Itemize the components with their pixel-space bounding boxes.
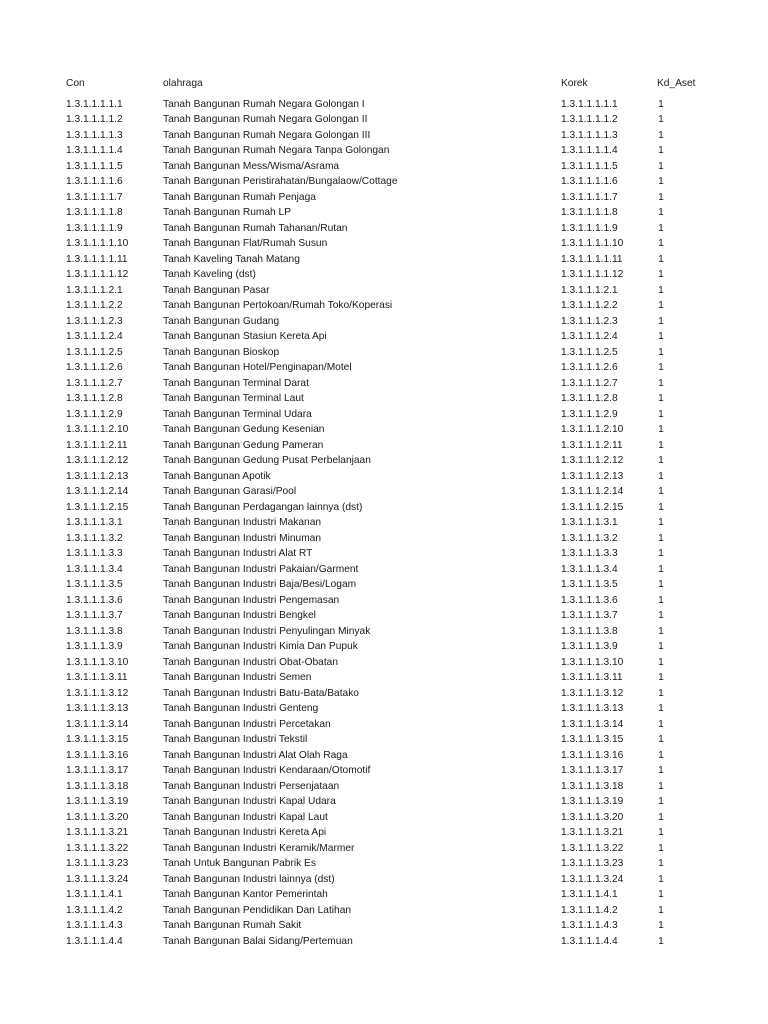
cell-name[interactable]: Tanah Bangunan Rumah Tahanan/Rutan xyxy=(163,222,348,234)
cell-kd-aset[interactable]: 1 xyxy=(658,920,664,931)
table-row xyxy=(0,732,768,748)
cell-name[interactable]: Tanah Bangunan Industri Keramik/Marmer xyxy=(163,842,355,854)
cell-korek[interactable]: 1.3.1.1.1.2.15 xyxy=(561,501,624,513)
cell-korek[interactable]: 1.3.1.1.1.3.3 xyxy=(561,548,618,559)
table-row xyxy=(0,159,768,175)
cell-korek[interactable]: 1.3.1.1.1.3.2 xyxy=(561,532,618,544)
table-row xyxy=(0,686,768,702)
table-row xyxy=(0,190,768,206)
cell-kd-aset[interactable]: 1 xyxy=(658,548,664,559)
cell-kd-aset[interactable]: 1 xyxy=(658,222,664,234)
cell-kd-aset[interactable]: 1 xyxy=(658,191,664,203)
cell-name[interactable]: Tanah Bangunan Rumah Negara Golongan II xyxy=(163,114,368,125)
cell-korek[interactable]: 1.3.1.1.1.3.20 xyxy=(561,811,624,823)
table-row xyxy=(0,546,768,562)
cell-kd-aset[interactable]: 1 xyxy=(658,424,664,435)
cell-korek[interactable]: 1.3.1.1.1.3.6 xyxy=(561,594,618,606)
cell-kd-aset[interactable]: 1 xyxy=(658,501,664,513)
table-row xyxy=(0,670,768,686)
cell-con[interactable]: 1.3.1.1.1.2.7 xyxy=(66,377,123,389)
table-row xyxy=(0,701,768,717)
table-row xyxy=(0,314,768,330)
cell-kd-aset[interactable]: 1 xyxy=(658,393,664,404)
table-row xyxy=(0,422,768,438)
cell-kd-aset[interactable]: 1 xyxy=(658,672,664,683)
cell-name[interactable]: Tanah Bangunan Industri Pakaian/Garment xyxy=(163,563,359,575)
cell-korek[interactable]: 1.3.1.1.1.3.15 xyxy=(561,734,624,745)
cell-con[interactable]: 1.3.1.1.1.2.12 xyxy=(66,455,129,466)
cell-con[interactable]: 1.3.1.1.1.3.11 xyxy=(66,672,128,683)
cell-korek[interactable]: 1.3.1.1.1.3.14 xyxy=(561,718,624,730)
cell-con[interactable]: 1.3.1.1.1.2.14 xyxy=(66,486,129,497)
cell-korek[interactable]: 1.3.1.1.1.3.21 xyxy=(561,827,624,838)
cell-kd-aset[interactable]: 1 xyxy=(658,904,664,916)
table-row xyxy=(0,267,768,283)
cell-kd-aset[interactable]: 1 xyxy=(658,331,664,342)
cell-korek[interactable]: 1.3.1.1.1.2.2 xyxy=(561,300,618,311)
cell-con[interactable]: 1.3.1.1.1.1.7 xyxy=(66,191,123,203)
cell-kd-aset[interactable]: 1 xyxy=(658,207,664,218)
cell-name[interactable]: Tanah Bangunan Industri Kereta Api xyxy=(163,827,327,838)
cell-name[interactable]: Tanah Bangunan Bioskop xyxy=(163,346,280,358)
cell-korek[interactable]: 1.3.1.1.1.3.8 xyxy=(561,625,618,637)
cell-con[interactable]: 1.3.1.1.1.3.22 xyxy=(66,842,129,854)
cell-name[interactable]: Tanah Bangunan Industri Tekstil xyxy=(163,734,308,745)
cell-name[interactable]: Tanah Bangunan Industri Kendaraan/Otomotif xyxy=(163,765,371,776)
cell-korek[interactable]: 1.3.1.1.1.1.3 xyxy=(561,129,618,141)
cell-con[interactable]: 1.3.1.1.1.3.2 xyxy=(66,532,123,544)
header-name[interactable]: olahraga xyxy=(163,78,203,89)
cell-kd-aset[interactable]: 1 xyxy=(658,579,664,590)
table-row xyxy=(0,500,768,516)
cell-name[interactable]: Tanah Bangunan Rumah LP xyxy=(163,207,292,218)
cell-name[interactable]: Tanah Bangunan Industri Semen xyxy=(163,672,312,683)
cell-korek[interactable]: 1.3.1.1.1.1.10 xyxy=(561,238,624,249)
cell-name[interactable]: Tanah Bangunan Terminal Darat xyxy=(163,377,309,389)
cell-name[interactable]: Tanah Bangunan Rumah Penjaga xyxy=(163,191,316,203)
cell-korek[interactable]: 1.3.1.1.1.1.8 xyxy=(561,207,618,218)
table-row xyxy=(0,856,768,872)
cell-kd-aset[interactable]: 1 xyxy=(658,811,664,823)
cell-con[interactable]: 1.3.1.1.1.4.2 xyxy=(66,904,123,916)
cell-korek[interactable]: 1.3.1.1.1.2.6 xyxy=(561,362,618,373)
header-con[interactable]: Con xyxy=(66,78,85,89)
cell-con[interactable]: 1.3.1.1.1.3.20 xyxy=(66,811,129,823)
cell-name[interactable]: Tanah Untuk Bangunan Pabrik Es xyxy=(163,858,316,869)
table-row xyxy=(0,655,768,671)
cell-kd-aset[interactable]: 1 xyxy=(658,238,664,249)
cell-kd-aset[interactable]: 1 xyxy=(658,563,664,575)
table-row xyxy=(0,97,768,113)
cell-kd-aset[interactable]: 1 xyxy=(658,780,664,792)
cell-con[interactable]: 1.3.1.1.1.2.15 xyxy=(66,501,129,513)
cell-con[interactable]: 1.3.1.1.1.3.15 xyxy=(66,734,129,745)
cell-con[interactable]: 1.3.1.1.1.2.4 xyxy=(66,331,123,342)
cell-korek[interactable]: 1.3.1.1.1.3.16 xyxy=(561,749,624,761)
cell-korek[interactable]: 1.3.1.1.1.3.9 xyxy=(561,641,618,652)
cell-name[interactable]: Tanah Bangunan Industri Alat RT xyxy=(163,548,313,559)
cell-name[interactable]: Tanah Bangunan Industri Baja/Besi/Logam xyxy=(163,579,357,590)
cell-korek[interactable]: 1.3.1.1.1.2.12 xyxy=(561,455,624,466)
cell-kd-aset[interactable]: 1 xyxy=(658,749,664,761)
cell-name[interactable]: Tanah Bangunan Perdagangan lainnya (dst) xyxy=(163,501,363,513)
cell-name[interactable]: Tanah Bangunan Kantor Pemerintah xyxy=(163,889,328,900)
cell-korek[interactable]: 1.3.1.1.1.2.13 xyxy=(561,470,624,482)
cell-kd-aset[interactable]: 1 xyxy=(658,517,664,528)
cell-name[interactable]: Tanah Bangunan Industri Alat Olah Raga xyxy=(163,749,348,761)
cell-korek[interactable]: 1.3.1.1.1.3.23 xyxy=(561,858,624,869)
table-row xyxy=(0,794,768,810)
table-row xyxy=(0,484,768,500)
cell-name[interactable]: Tanah Bangunan Terminal Laut xyxy=(163,393,304,404)
cell-kd-aset[interactable]: 1 xyxy=(658,129,664,141)
cell-name[interactable]: Tanah Bangunan Rumah Negara Golongan I xyxy=(163,98,365,110)
cell-korek[interactable]: 1.3.1.1.1.1.4 xyxy=(561,145,618,156)
cell-korek[interactable]: 1.3.1.1.1.2.10 xyxy=(561,424,624,435)
table-row xyxy=(0,438,768,454)
cell-con[interactable]: 1.3.1.1.1.3.7 xyxy=(66,610,123,621)
table-row xyxy=(0,360,768,376)
table-row xyxy=(0,825,768,841)
table-row xyxy=(0,810,768,826)
table-row xyxy=(0,593,768,609)
cell-korek[interactable]: 1.3.1.1.1.3.13 xyxy=(561,703,624,714)
cell-con[interactable]: 1.3.1.1.1.1.11 xyxy=(66,253,128,265)
cell-kd-aset[interactable]: 1 xyxy=(658,765,664,776)
table-row xyxy=(0,128,768,144)
cell-kd-aset[interactable]: 1 xyxy=(658,889,664,900)
cell-korek[interactable]: 1.3.1.1.1.4.4 xyxy=(561,935,618,947)
cell-korek[interactable]: 1.3.1.1.1.2.11 xyxy=(561,439,623,451)
cell-con[interactable]: 1.3.1.1.1.3.13 xyxy=(66,703,129,714)
cell-con[interactable]: 1.3.1.1.1.2.8 xyxy=(66,393,123,404)
cell-con[interactable]: 1.3.1.1.1.3.1 xyxy=(66,517,123,528)
cell-con[interactable]: 1.3.1.1.1.3.14 xyxy=(66,718,129,730)
cell-korek[interactable]: 1.3.1.1.1.2.5 xyxy=(561,346,618,358)
cell-name[interactable]: Tanah Bangunan Gedung Kesenian xyxy=(163,424,325,435)
cell-con[interactable]: 1.3.1.1.1.1.1 xyxy=(66,98,123,110)
cell-kd-aset[interactable]: 1 xyxy=(658,935,664,947)
table-row xyxy=(0,515,768,531)
table-row xyxy=(0,779,768,795)
cell-name[interactable]: Tanah Bangunan Pasar xyxy=(163,284,270,296)
cell-name[interactable]: Tanah Bangunan Industri Batu-Bata/Batako xyxy=(163,687,359,699)
cell-kd-aset[interactable]: 1 xyxy=(658,796,664,807)
cell-kd-aset[interactable]: 1 xyxy=(658,408,664,420)
cell-name[interactable]: Tanah Bangunan Terminal Udara xyxy=(163,408,312,420)
cell-kd-aset[interactable]: 1 xyxy=(658,656,664,668)
cell-con[interactable]: 1.3.1.1.1.4.1 xyxy=(66,889,123,900)
cell-name[interactable]: Tanah Bangunan Mess/Wisma/Asrama xyxy=(163,160,340,172)
cell-korek[interactable]: 1.3.1.1.1.3.7 xyxy=(561,610,618,621)
table-row xyxy=(0,763,768,779)
table-row xyxy=(0,283,768,299)
table-row xyxy=(0,376,768,392)
cell-korek[interactable]: 1.3.1.1.1.1.12 xyxy=(561,269,624,280)
cell-con[interactable]: 1.3.1.1.1.1.3 xyxy=(66,129,123,141)
cell-name[interactable]: Tanah Bangunan Industri Persenjataan xyxy=(163,780,340,792)
cell-korek[interactable]: 1.3.1.1.1.1.11 xyxy=(561,253,623,265)
cell-con[interactable]: 1.3.1.1.1.3.6 xyxy=(66,594,123,606)
cell-con[interactable]: 1.3.1.1.1.1.2 xyxy=(66,114,123,125)
table-row xyxy=(0,918,768,934)
cell-name[interactable]: Tanah Bangunan Pertokoan/Rumah Toko/Koperasi xyxy=(163,300,393,311)
cell-con[interactable]: 1.3.1.1.1.1.4 xyxy=(66,145,123,156)
cell-con[interactable]: 1.3.1.1.1.1.6 xyxy=(66,176,123,187)
table-row xyxy=(0,577,768,593)
cell-kd-aset[interactable]: 1 xyxy=(658,687,664,699)
cell-con[interactable]: 1.3.1.1.1.3.23 xyxy=(66,858,129,869)
cell-korek[interactable]: 1.3.1.1.1.2.7 xyxy=(561,377,618,389)
cell-kd-aset[interactable]: 1 xyxy=(658,439,664,451)
cell-con[interactable]: 1.3.1.1.1.3.18 xyxy=(66,780,129,792)
cell-con[interactable]: 1.3.1.1.1.2.2 xyxy=(66,300,123,311)
cell-name[interactable]: Tanah Kaveling Tanah Matang xyxy=(163,253,300,265)
cell-name[interactable]: Tanah Bangunan Flat/Rumah Susun xyxy=(163,238,328,249)
cell-con[interactable]: 1.3.1.1.1.3.16 xyxy=(66,749,129,761)
cell-kd-aset[interactable]: 1 xyxy=(658,455,664,466)
cell-con[interactable]: 1.3.1.1.1.1.12 xyxy=(66,269,129,280)
cell-kd-aset[interactable]: 1 xyxy=(658,873,664,885)
table-row xyxy=(0,329,768,345)
cell-name[interactable]: Tanah Bangunan Industri Genteng xyxy=(163,703,319,714)
cell-kd-aset[interactable]: 1 xyxy=(658,486,664,497)
table-row xyxy=(0,639,768,655)
cell-name[interactable]: Tanah Bangunan Garasi/Pool xyxy=(163,486,297,497)
cell-kd-aset[interactable]: 1 xyxy=(658,594,664,606)
cell-korek[interactable]: 1.3.1.1.1.3.11 xyxy=(561,672,623,683)
cell-con[interactable]: 1.3.1.1.1.3.21 xyxy=(66,827,129,838)
cell-kd-aset[interactable]: 1 xyxy=(658,842,664,854)
cell-name[interactable]: Tanah Bangunan Industri Pengemasan xyxy=(163,594,340,606)
cell-con[interactable]: 1.3.1.1.1.3.12 xyxy=(66,687,129,699)
cell-korek[interactable]: 1.3.1.1.1.4.3 xyxy=(561,920,618,931)
cell-con[interactable]: 1.3.1.1.1.1.8 xyxy=(66,207,123,218)
cell-name[interactable]: Tanah Bangunan Industri Makanan xyxy=(163,517,322,528)
cell-korek[interactable]: 1.3.1.1.1.3.18 xyxy=(561,780,624,792)
cell-kd-aset[interactable]: 1 xyxy=(658,315,664,327)
table-row xyxy=(0,624,768,640)
cell-korek[interactable]: 1.3.1.1.1.1.1 xyxy=(561,98,618,110)
cell-kd-aset[interactable]: 1 xyxy=(658,827,664,838)
cell-kd-aset[interactable]: 1 xyxy=(658,532,664,544)
cell-korek[interactable]: 1.3.1.1.1.1.6 xyxy=(561,176,618,187)
header-korek[interactable]: Korek xyxy=(561,78,588,89)
cell-name[interactable]: Tanah Bangunan Gudang xyxy=(163,315,280,327)
table-row xyxy=(0,748,768,764)
cell-kd-aset[interactable]: 1 xyxy=(658,346,664,358)
table-row xyxy=(0,236,768,252)
table-row xyxy=(0,531,768,547)
cell-korek[interactable]: 1.3.1.1.1.3.19 xyxy=(561,796,624,807)
cell-con[interactable]: 1.3.1.1.1.3.4 xyxy=(66,563,123,575)
cell-kd-aset[interactable]: 1 xyxy=(658,858,664,869)
cell-kd-aset[interactable]: 1 xyxy=(658,176,664,187)
cell-korek[interactable]: 1.3.1.1.1.3.1 xyxy=(561,517,618,528)
cell-name[interactable]: Tanah Bangunan Gedung Pusat Perbelanjaan xyxy=(163,455,371,466)
cell-con[interactable]: 1.3.1.1.1.2.13 xyxy=(66,470,129,482)
table-row xyxy=(0,298,768,314)
cell-con[interactable]: 1.3.1.1.1.3.5 xyxy=(66,579,123,590)
table-row xyxy=(0,872,768,888)
table-row xyxy=(0,205,768,221)
cell-kd-aset[interactable]: 1 xyxy=(658,253,664,265)
cell-con[interactable]: 1.3.1.1.1.4.4 xyxy=(66,935,123,947)
cell-con[interactable]: 1.3.1.1.1.1.9 xyxy=(66,222,123,234)
cell-name[interactable]: Tanah Bangunan Rumah Negara Golongan III xyxy=(163,129,371,141)
cell-name[interactable]: Tanah Bangunan Pendidikan Dan Latihan xyxy=(163,904,352,916)
cell-con[interactable]: 1.3.1.1.1.1.10 xyxy=(66,238,129,249)
cell-name[interactable]: Tanah Bangunan Hotel/Penginapan/Motel xyxy=(163,362,352,373)
cell-name[interactable]: Tanah Bangunan Industri Bengkel xyxy=(163,610,316,621)
cell-con[interactable]: 1.3.1.1.1.2.5 xyxy=(66,346,123,358)
cell-con[interactable]: 1.3.1.1.1.3.19 xyxy=(66,796,129,807)
cell-name[interactable]: Tanah Bangunan Rumah Negara Tanpa Golongan xyxy=(163,145,390,156)
cell-con[interactable]: 1.3.1.1.1.3.17 xyxy=(66,765,129,776)
cell-name[interactable]: Tanah Bangunan Balai Sidang/Pertemuan xyxy=(163,935,353,947)
cell-con[interactable]: 1.3.1.1.1.2.11 xyxy=(66,439,128,451)
cell-con[interactable]: 1.3.1.1.1.1.5 xyxy=(66,160,123,172)
table-row xyxy=(0,391,768,407)
cell-con[interactable]: 1.3.1.1.1.2.1 xyxy=(66,284,123,296)
cell-korek[interactable]: 1.3.1.1.1.1.7 xyxy=(561,191,618,203)
header-row xyxy=(0,76,768,92)
cell-korek[interactable]: 1.3.1.1.1.2.14 xyxy=(561,486,624,497)
cell-korek[interactable]: 1.3.1.1.1.3.24 xyxy=(561,873,624,885)
cell-kd-aset[interactable]: 1 xyxy=(658,703,664,714)
table-row xyxy=(0,143,768,159)
cell-con[interactable]: 1.3.1.1.1.2.10 xyxy=(66,424,129,435)
cell-name[interactable]: Tanah Bangunan Industri Kapal Udara xyxy=(163,796,336,807)
cell-korek[interactable]: 1.3.1.1.1.3.17 xyxy=(561,765,624,776)
cell-kd-aset[interactable]: 1 xyxy=(658,610,664,621)
cell-korek[interactable]: 1.3.1.1.1.1.9 xyxy=(561,222,618,234)
cell-con[interactable]: 1.3.1.1.1.3.8 xyxy=(66,625,123,637)
table-row xyxy=(0,841,768,857)
cell-con[interactable]: 1.3.1.1.1.2.3 xyxy=(66,315,123,327)
cell-name[interactable]: Tanah Bangunan Peristirahatan/Bungalaow/Cottage xyxy=(163,176,398,187)
cell-korek[interactable]: 1.3.1.1.1.1.2 xyxy=(561,114,618,125)
cell-con[interactable]: 1.3.1.1.1.2.6 xyxy=(66,362,123,373)
cell-korek[interactable]: 1.3.1.1.1.2.3 xyxy=(561,315,618,327)
cell-con[interactable]: 1.3.1.1.1.3.3 xyxy=(66,548,123,559)
cell-name[interactable]: Tanah Bangunan Industri Kimia Dan Pupuk xyxy=(163,641,358,652)
cell-kd-aset[interactable]: 1 xyxy=(658,641,664,652)
cell-name[interactable]: Tanah Bangunan Industri lainnya (dst) xyxy=(163,873,335,885)
cell-kd-aset[interactable]: 1 xyxy=(658,114,664,125)
cell-korek[interactable]: 1.3.1.1.1.4.2 xyxy=(561,904,618,916)
cell-con[interactable]: 1.3.1.1.1.4.3 xyxy=(66,920,123,931)
table-row xyxy=(0,562,768,578)
cell-name[interactable]: Tanah Bangunan Industri Obat-Obatan xyxy=(163,656,339,668)
cell-con[interactable]: 1.3.1.1.1.3.24 xyxy=(66,873,129,885)
cell-kd-aset[interactable]: 1 xyxy=(658,362,664,373)
cell-name[interactable]: Tanah Kaveling (dst) xyxy=(163,269,256,280)
cell-con[interactable]: 1.3.1.1.1.3.10 xyxy=(66,656,129,668)
cell-korek[interactable]: 1.3.1.1.1.2.4 xyxy=(561,331,618,342)
cell-con[interactable]: 1.3.1.1.1.3.9 xyxy=(66,641,123,652)
table-row xyxy=(0,174,768,190)
cell-korek[interactable]: 1.3.1.1.1.2.9 xyxy=(561,408,618,420)
table-row xyxy=(0,469,768,485)
cell-korek[interactable]: 1.3.1.1.1.1.5 xyxy=(561,160,618,172)
cell-name[interactable]: Tanah Bangunan Industri Penyulingan Minyak xyxy=(163,625,371,637)
cell-korek[interactable]: 1.3.1.1.1.3.10 xyxy=(561,656,624,668)
cell-kd-aset[interactable]: 1 xyxy=(658,625,664,637)
table-row xyxy=(0,934,768,950)
cell-korek[interactable]: 1.3.1.1.1.3.22 xyxy=(561,842,624,854)
table-row xyxy=(0,903,768,919)
cell-kd-aset[interactable]: 1 xyxy=(658,718,664,730)
cell-name[interactable]: Tanah Bangunan Industri Minuman xyxy=(163,532,322,544)
table-row xyxy=(0,112,768,128)
cell-korek[interactable]: 1.3.1.1.1.3.4 xyxy=(561,563,618,575)
cell-korek[interactable]: 1.3.1.1.1.3.5 xyxy=(561,579,618,590)
cell-name[interactable]: Tanah Bangunan Industri Kapal Laut xyxy=(163,811,328,823)
cell-name[interactable]: Tanah Bangunan Industri Percetakan xyxy=(163,718,331,730)
cell-kd-aset[interactable]: 1 xyxy=(658,284,664,296)
table-row xyxy=(0,345,768,361)
cell-name[interactable]: Tanah Bangunan Rumah Sakit xyxy=(163,920,302,931)
cell-korek[interactable]: 1.3.1.1.1.3.12 xyxy=(561,687,624,699)
cell-kd-aset[interactable]: 1 xyxy=(658,734,664,745)
table-row xyxy=(0,407,768,423)
table-row xyxy=(0,717,768,733)
cell-name[interactable]: Tanah Bangunan Apotik xyxy=(163,470,271,482)
header-kd-aset[interactable]: Kd_Aset xyxy=(657,78,696,89)
cell-name[interactable]: Tanah Bangunan Gedung Pameran xyxy=(163,439,324,451)
cell-kd-aset[interactable]: 1 xyxy=(658,300,664,311)
cell-korek[interactable]: 1.3.1.1.1.2.1 xyxy=(561,284,618,296)
cell-kd-aset[interactable]: 1 xyxy=(658,470,664,482)
cell-kd-aset[interactable]: 1 xyxy=(658,377,664,389)
table-row xyxy=(0,887,768,903)
table-row xyxy=(0,252,768,268)
cell-korek[interactable]: 1.3.1.1.1.2.8 xyxy=(561,393,618,404)
table-row xyxy=(0,221,768,237)
cell-kd-aset[interactable]: 1 xyxy=(658,160,664,172)
cell-kd-aset[interactable]: 1 xyxy=(658,269,664,280)
cell-kd-aset[interactable]: 1 xyxy=(658,98,664,110)
cell-kd-aset[interactable]: 1 xyxy=(658,145,664,156)
table-row xyxy=(0,453,768,469)
cell-korek[interactable]: 1.3.1.1.1.4.1 xyxy=(561,889,618,900)
cell-con[interactable]: 1.3.1.1.1.2.9 xyxy=(66,408,123,420)
table-row xyxy=(0,608,768,624)
cell-name[interactable]: Tanah Bangunan Stasiun Kereta Api xyxy=(163,331,327,342)
